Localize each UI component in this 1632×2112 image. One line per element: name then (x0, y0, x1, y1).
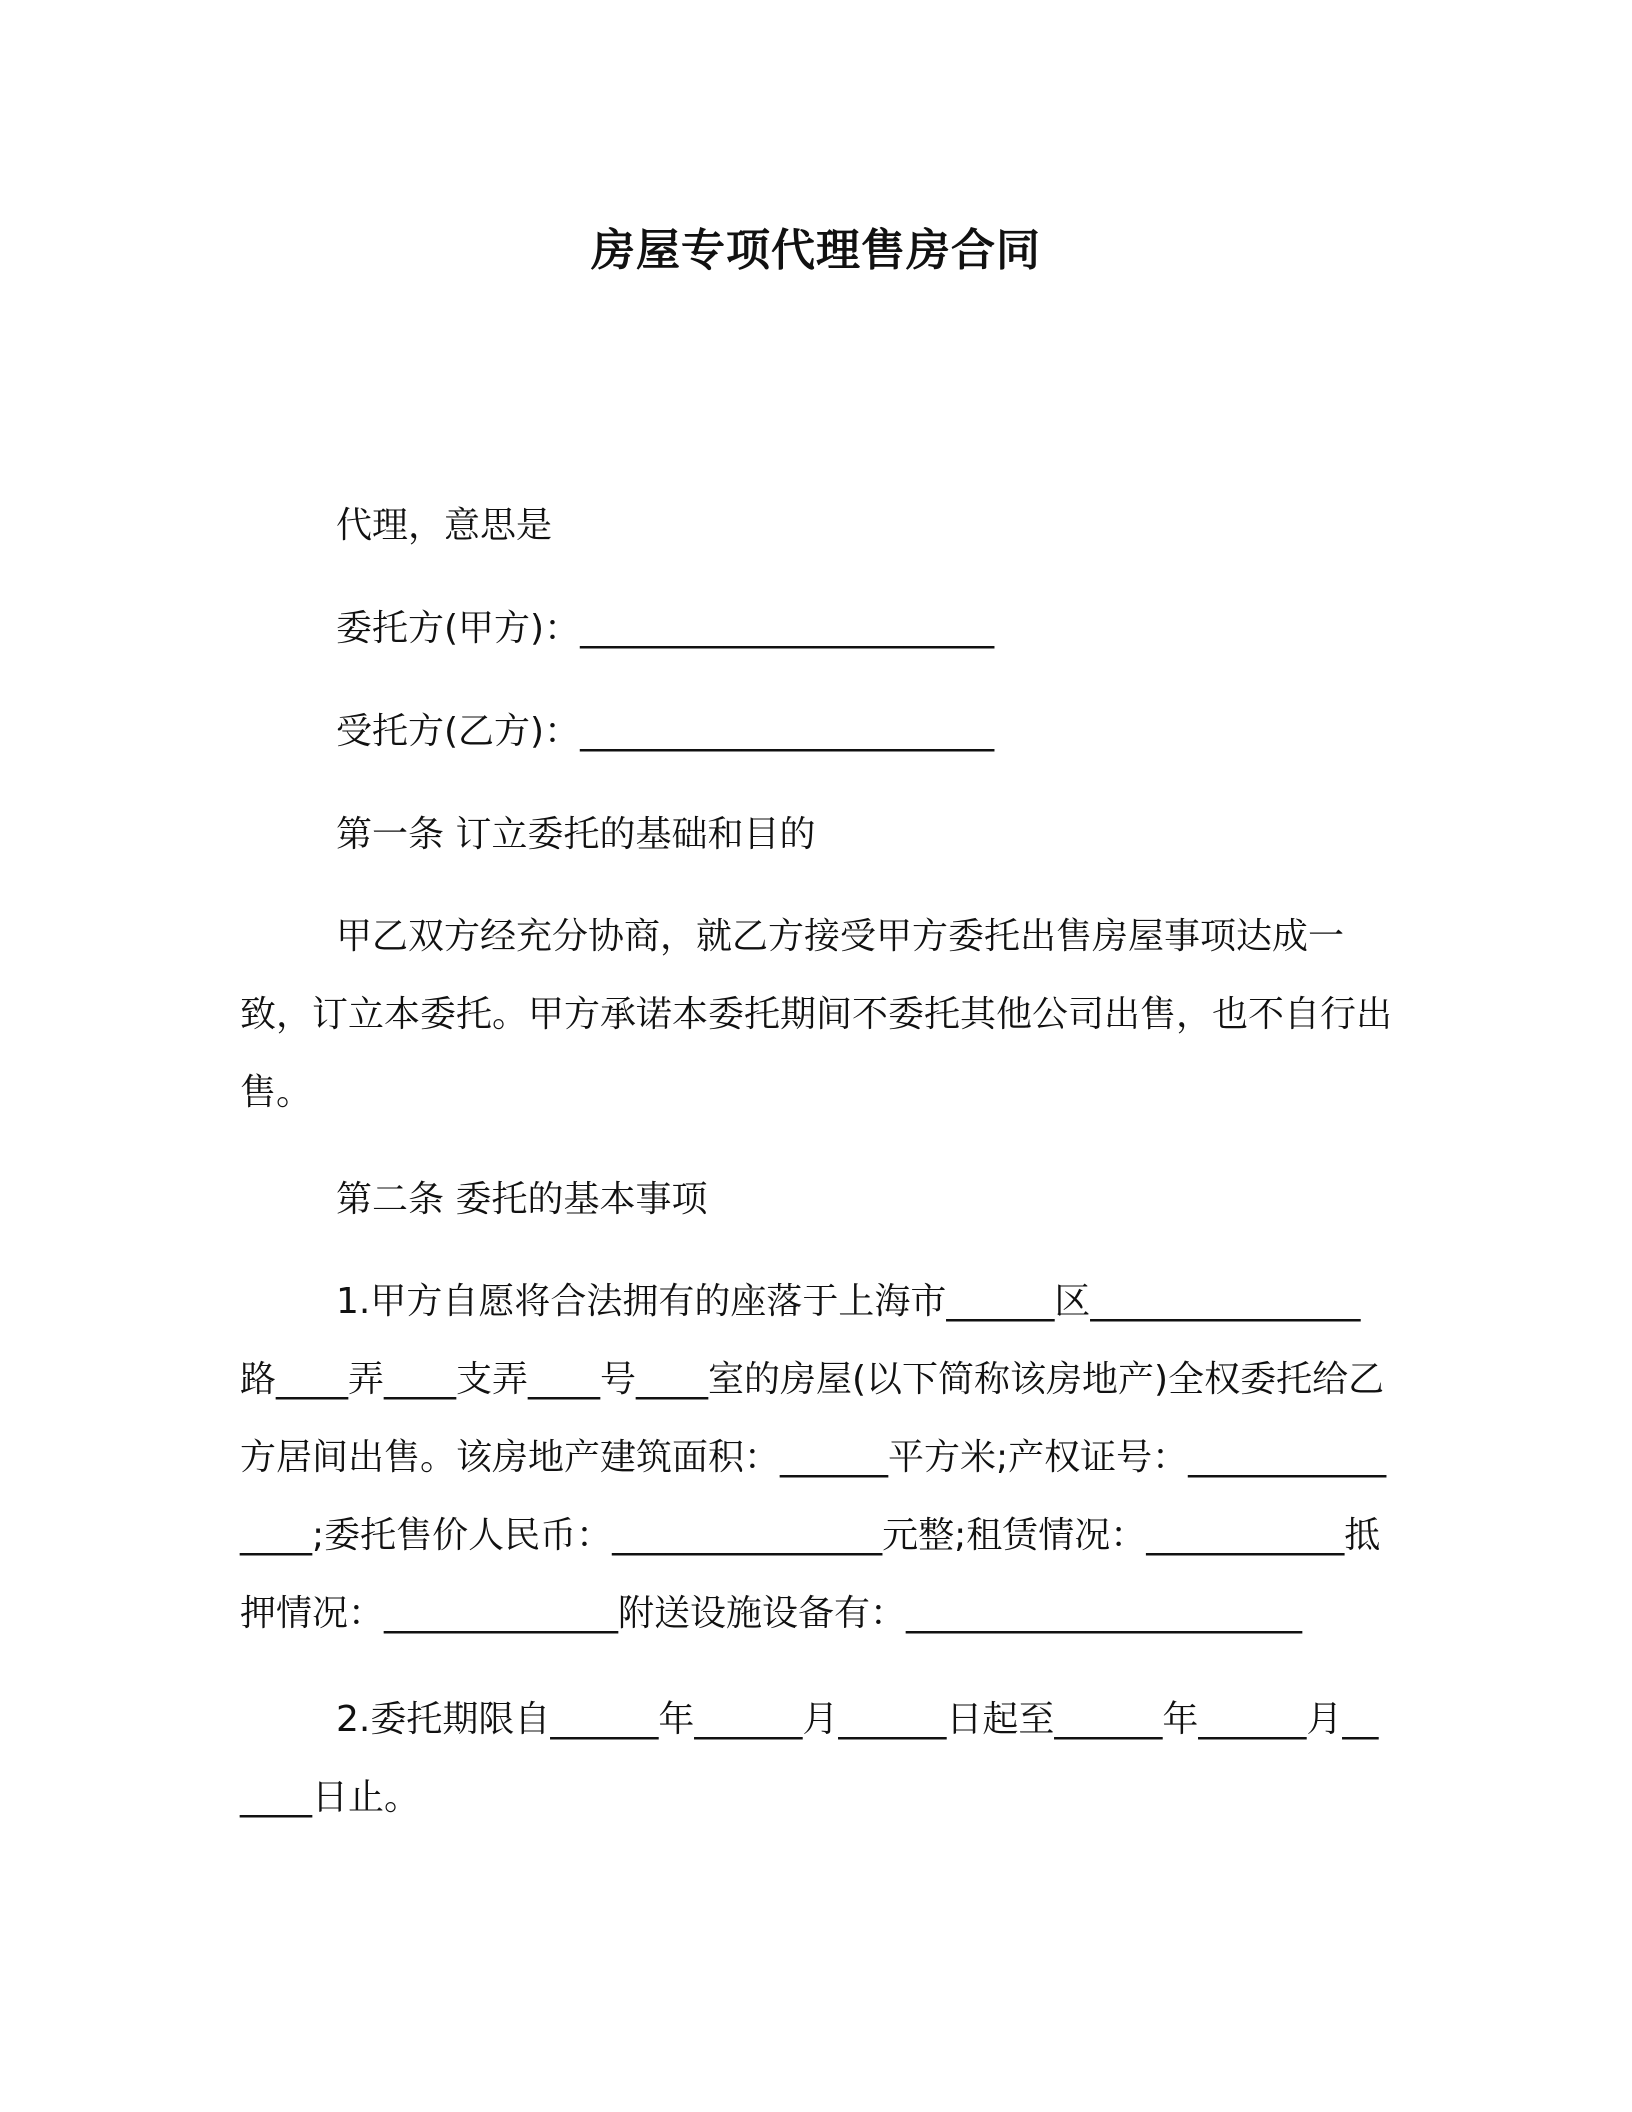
article-2-item-1: 1.甲方自愿将合法拥有的座落于上海市______区_______________路____弄____支弄____号____室的房屋(以下简称该房地产)全权委托给乙方居间出售。该房地产建筑面积：______平方米;产权证号：_______________;委托售价人民币：_______________元整;租赁情况：___________抵押情况：_____________附送设施设备有：______________________ (240, 1281, 1387, 1634)
article-2-heading: 第二条 委托的基本事项 (336, 1179, 708, 1220)
document-body (240, 486, 1392, 1865)
paragraph-intro: 代理，意思是 (336, 505, 553, 546)
article-1-body: 甲乙双方经充分协商，就乙方接受甲方委托出售房屋事项达成一致，订立本委托。甲方承诺本委托期间不委托其他公司出售，也不自行出售。 (240, 916, 1393, 1113)
paragraph-party-a: 委托方(甲方)：_______________________ (336, 608, 995, 649)
paragraph-party-b: 受托方(乙方)：_______________________ (336, 711, 995, 752)
article-1-heading: 第一条 订立委托的基础和目的 (336, 814, 816, 855)
article-2-item-2: 2.委托期限自______年______月______日起至______年______月______日止。 (240, 1699, 1379, 1818)
document-title: 房屋专项代理售房合同 (591, 225, 1041, 276)
